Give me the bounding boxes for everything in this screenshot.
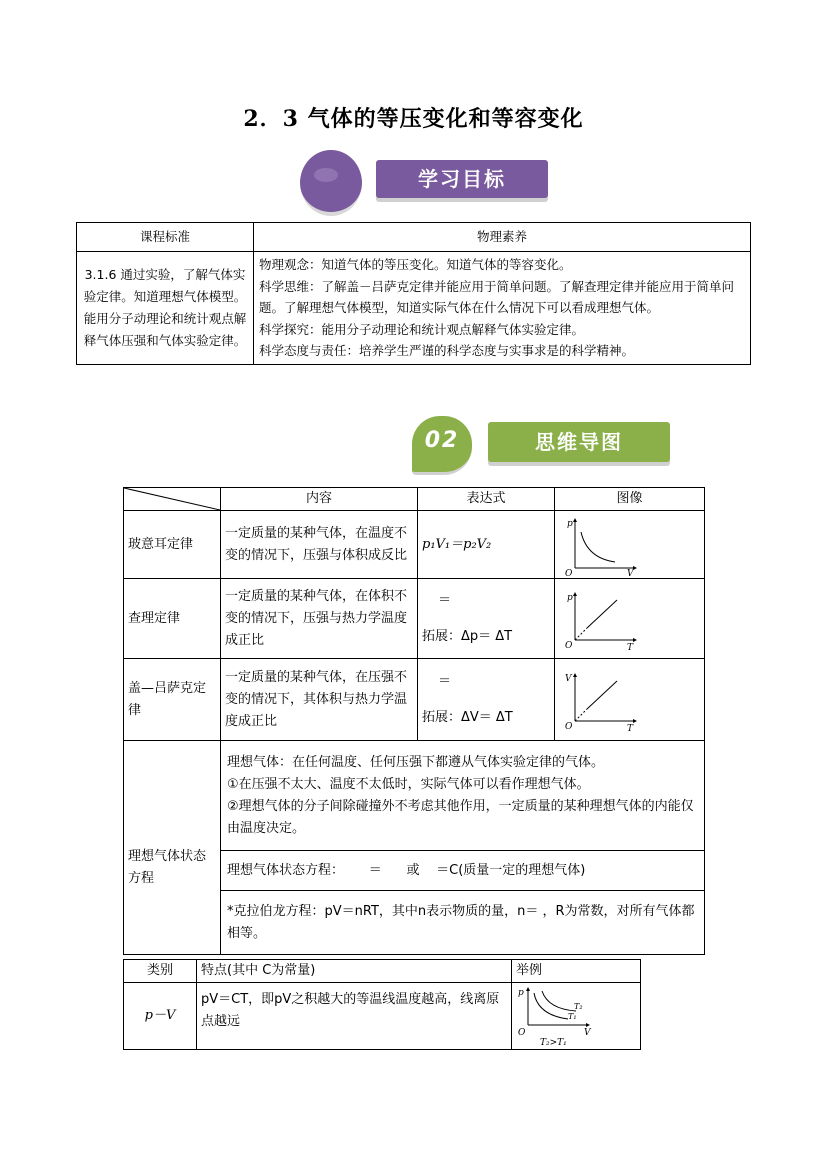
graph-x-label: T (627, 642, 634, 650)
graph-origin-label: O (518, 1028, 526, 1038)
graph-x-label: V (627, 568, 634, 576)
charles-graph (559, 588, 639, 650)
law-graph-cell (555, 511, 705, 579)
isotherm-graph (516, 985, 636, 1047)
graph-y-label: p (518, 988, 524, 998)
graph-t2-label: T₂ (574, 1002, 583, 1011)
ideal-gas-line: ①在压强不太大、温度不太低时，实际气体可以看作理想气体。 (227, 776, 590, 792)
header-course-standard: 课程标准 (77, 223, 254, 252)
graph-origin-label: O (565, 568, 573, 576)
ideal-gas-definition-cell (221, 741, 705, 851)
course-standard-text: 3.1.6 通过实验，了解气体实验定律。知道理想气体模型。能用分子动理论和统计观点解释气体压强和气体实验定律。 (77, 252, 254, 365)
ideal-gas-equation: 理想气体状态方程： ＝ 或 ＝C(质量一定的理想气体) (221, 851, 705, 891)
graph-x-label: T (627, 723, 634, 731)
page-title: 2．3 气体的等压变化和等容变化 (243, 106, 584, 132)
law-name: 盖—吕萨克定律 (124, 659, 221, 741)
banner-circle-highlight (314, 168, 338, 182)
isotherm-table (123, 959, 641, 1050)
corner-diagonal-cell (124, 488, 221, 511)
law-expression: ＝ (438, 592, 452, 608)
law-name: 查理定律 (124, 579, 221, 659)
header-expression: 表达式 (418, 488, 555, 511)
graph-x-label: V (584, 1028, 591, 1038)
graph-y-label: p (567, 592, 573, 603)
ideal-gas-name: 理想气体状态方程 (128, 848, 207, 886)
section-banner-objectives (300, 150, 552, 214)
law-graph-cell (555, 659, 705, 741)
gay-lussac-graph (559, 669, 639, 731)
banner-number: 02 (424, 428, 460, 453)
section-banner-mindmap (412, 416, 674, 474)
boyle-graph (559, 514, 639, 576)
physics-literacy-cell (254, 252, 751, 365)
isotherm-feature: pV＝CT，即pV之积越大的等温线温度越高，线离原点越远 (197, 983, 512, 1050)
header-physics-literacy: 物理素养 (254, 223, 751, 252)
isotherm-graph-cell (512, 983, 641, 1050)
law-expression-cell (418, 659, 555, 741)
header-example: 举例 (512, 960, 641, 983)
law-content: 一定质量的某种气体，在体积不变的情况下，压强与热力学温度成正比 (221, 579, 418, 659)
literacy-line: 物理观念：知道气体的等压变化。知道气体的等容变化。 (259, 257, 572, 272)
header-graph: 图像 (555, 488, 705, 511)
header-feature: 特点(其中 C为常量) (197, 960, 512, 983)
graph-caption: T₂>T₁ (540, 1038, 567, 1047)
diagonal-line (124, 488, 220, 510)
literacy-line: 科学态度与责任：培养学生严谨的科学态度与实事求是的科学精神。 (259, 343, 635, 358)
banner-label-objectives: 学习目标 (376, 160, 548, 198)
ideal-gas-line: 理想气体：在任何温度、任何压强下都遵从气体实验定律的气体。 (227, 754, 605, 770)
banner-circle-decoration (300, 150, 362, 216)
ideal-gas-line: ②理想气体的分子间除碰撞外不考虑其他作用，一定质量的某种理想气体的内能仅由温度决定。 (227, 798, 694, 836)
law-content: 一定质量的某种气体，在温度不变的情况下，压强与体积成反比 (221, 511, 418, 579)
mindmap-table (123, 487, 705, 955)
law-name: 玻意耳定律 (124, 511, 221, 579)
literacy-line: 科学思维：了解盖－吕萨克定律并能应用于简单问题。了解查理定律并能应用于简单问题。了解理想气体模型，知道实际气体在什么情况下可以看成理想气体。 (259, 278, 735, 315)
law-expression-extension: 拓展：Δp＝ ΔT (422, 628, 513, 644)
law-expression-extension: 拓展：ΔV＝ ΔT (422, 709, 513, 725)
graph-origin-label: O (565, 640, 573, 650)
law-expression: ＝ (438, 673, 452, 689)
graph-t1-label: T₁ (568, 1012, 577, 1021)
banner-label-mindmap: 思维导图 (488, 422, 670, 462)
literacy-line: 科学探究：能用分子动理论和统计观点解释气体实验定律。 (259, 321, 585, 337)
ideal-gas-label (124, 741, 221, 955)
law-graph-cell (555, 579, 705, 659)
law-expression-cell (418, 579, 555, 659)
law-expression: p₁V₁＝p₂V₂ (418, 511, 555, 579)
law-content: 一定质量的某种气体，在压强不变的情况下，其体积与热力学温度成正比 (221, 659, 418, 741)
graph-y-label: V (565, 673, 572, 684)
graph-origin-label: O (565, 721, 573, 731)
header-category: 类别 (124, 960, 197, 983)
clapeyron-equation: *克拉伯龙方程：pV＝nRT，其中n表示物质的量，n＝ ，R为常数，对所有气体都相等。 (221, 891, 705, 955)
isotherm-category: p－V (124, 983, 197, 1050)
graph-y-label: p (567, 518, 573, 529)
objectives-table (76, 222, 751, 365)
header-content: 内容 (221, 488, 418, 511)
